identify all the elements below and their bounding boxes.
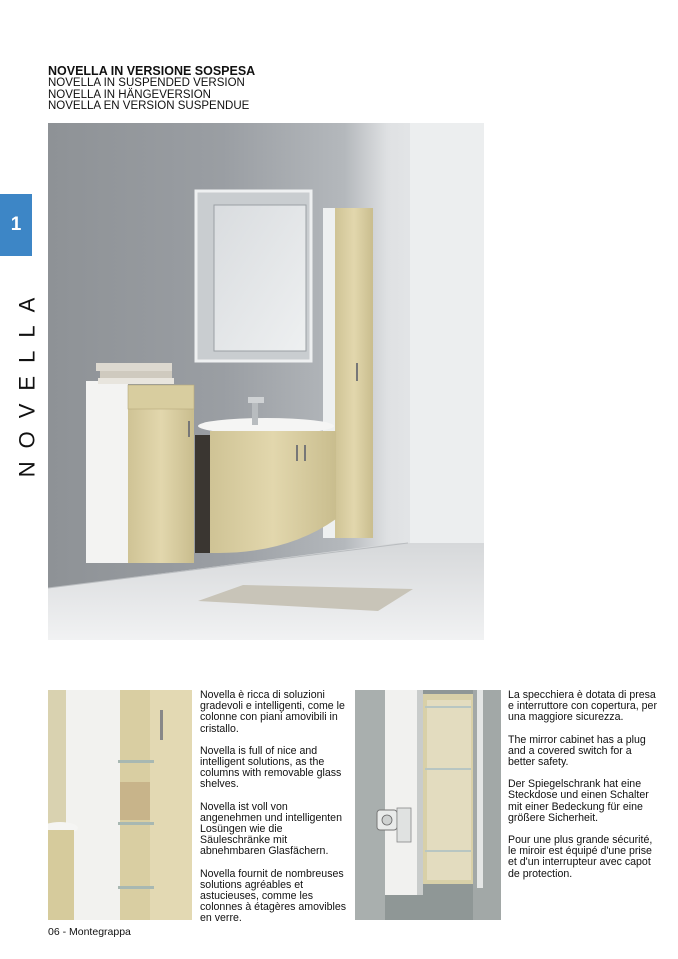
paragraph-de: Der Spiegelschrank hat eine Steckdose und einen Schalter mit einer Bedeckung für eine größere Sicherheit.: [508, 778, 649, 824]
main-bathroom-photo: [48, 123, 484, 640]
mirror-cabinet-detail-photo: [355, 690, 501, 920]
subtitle-fr: NOVELLA EN VERSION SUSPENDUE: [48, 100, 250, 112]
chapter-side-title: [12, 276, 42, 486]
paragraph-en: Novella is full of nice and intelligent solutions, as the columns with removable glass shelves.: [200, 744, 342, 791]
paragraph-fr: Novella fournit de nombreuses solutions agréables et astucieuses, comme les colonnes à étagères amovibles en verre.: [200, 867, 347, 925]
paragraph-fr: Pour une plus grande sécurité, le miroir est équipé d'une prise et d'un interrupteur avec capot de protection.: [508, 834, 653, 880]
subtitle-de: NOVELLA IN HÄNGEVERSION: [48, 88, 211, 101]
paragraph-it: La specchiera è dotata di presa e interruttore con copertura, per una maggiore sicurezza.: [508, 689, 657, 724]
chapter-title: NOVELLA: [14, 284, 39, 478]
paragraph-it: Novella è ricca di soluzioni gradevoli e intelligenti, come le colonne con piani amovibili in cristallo.: [200, 689, 345, 735]
subtitle-en: NOVELLA IN SUSPENDED VERSION: [48, 77, 245, 89]
chapter-number-tab: [0, 194, 32, 256]
column-detail-photo: [48, 690, 192, 920]
chapter-number: 1: [10, 214, 22, 235]
paragraph-de: Novella ist voll von angenehmen und intelligenten Losüngen wie die Säuleschränke mit abnehmbaren Glasfächern.: [200, 800, 342, 858]
page-folio: 06 - Montegrappa: [48, 926, 131, 938]
paragraph-en: The mirror cabinet has a plug and a covered switch for a better safety.: [508, 733, 646, 769]
page-header: [48, 64, 255, 113]
text-mirror-cabinet: [508, 690, 658, 891]
page-title: NOVELLA IN VERSIONE SOSPESA: [48, 64, 256, 78]
text-column-shelves: [200, 690, 350, 936]
